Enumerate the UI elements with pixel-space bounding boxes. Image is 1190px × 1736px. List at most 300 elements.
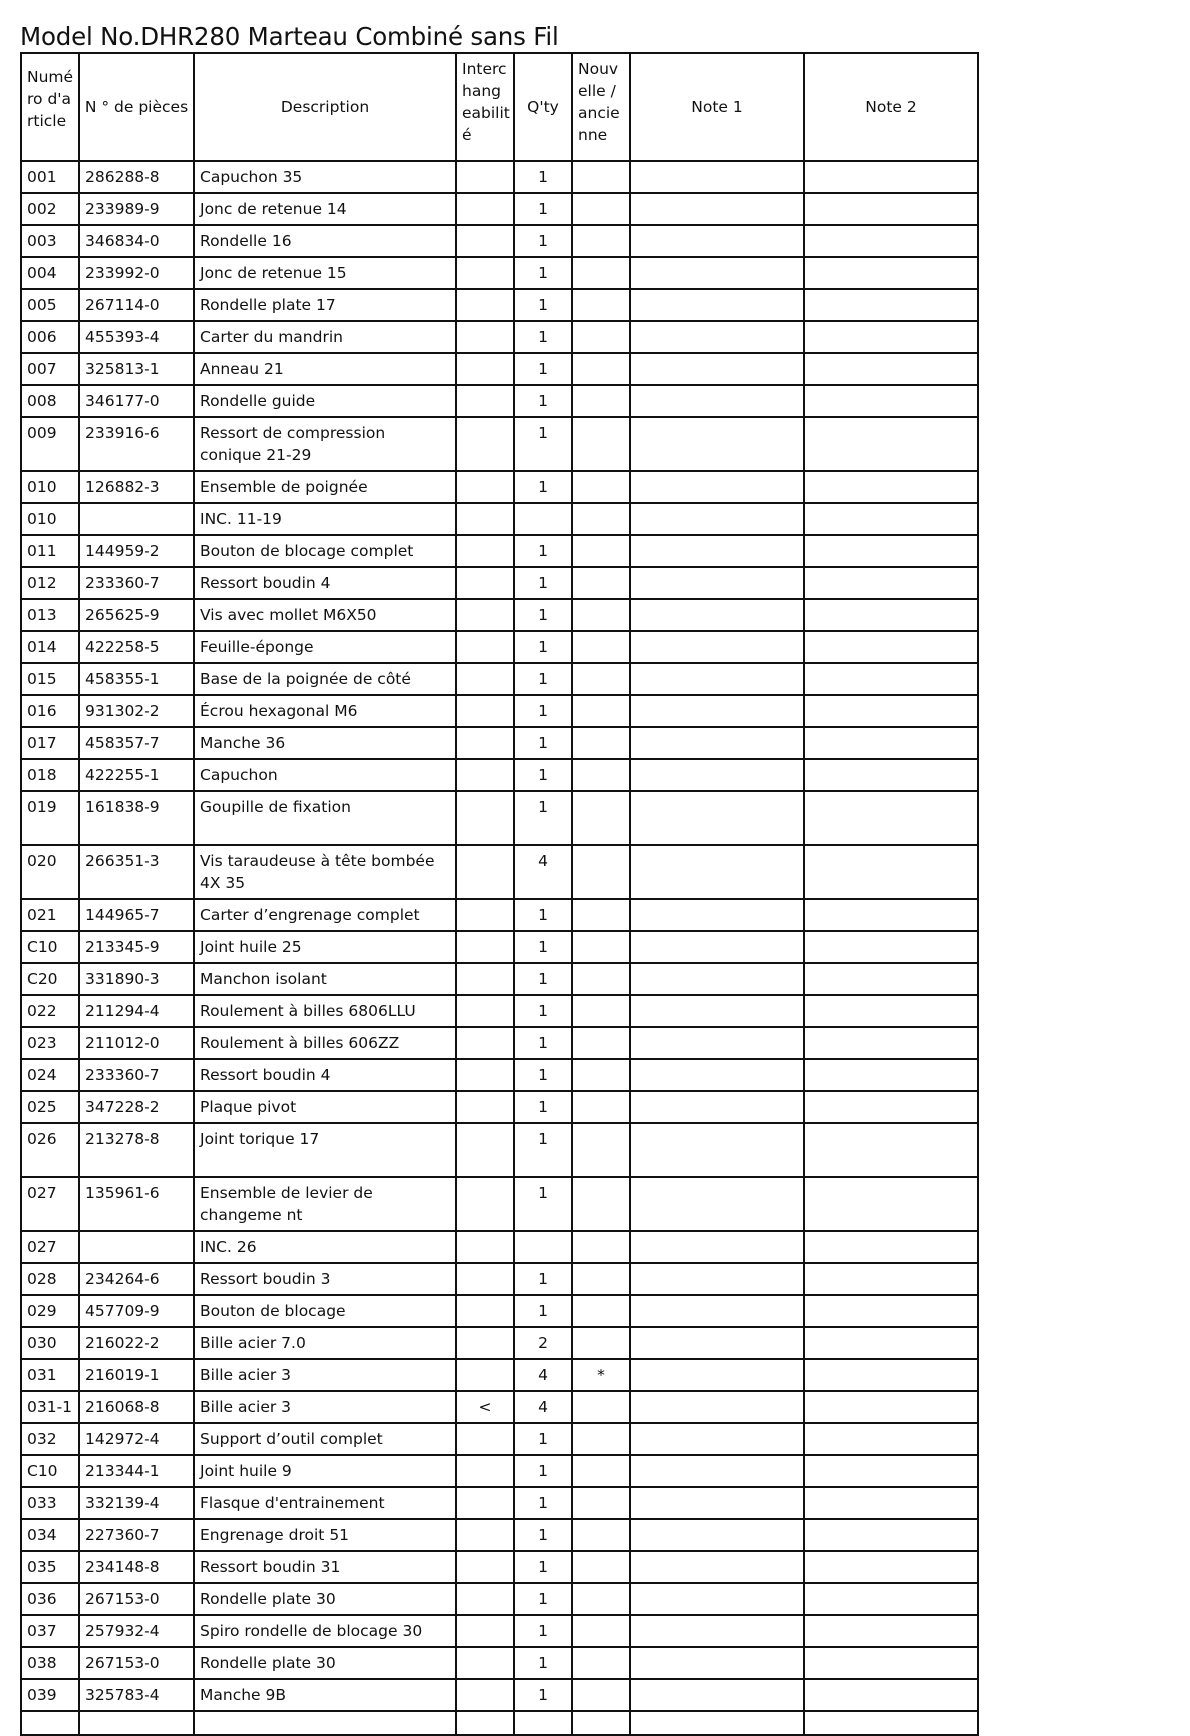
cell-part-number: 347228-2	[79, 1091, 194, 1123]
cell-part-number: 233992-0	[79, 257, 194, 289]
cell-interchangeability	[456, 1359, 514, 1391]
cell-item-number: 018	[21, 759, 79, 791]
cell-part-number: 257932-4	[79, 1615, 194, 1647]
cell-new-old	[572, 931, 630, 963]
cell-new-old	[572, 1647, 630, 1679]
cell-description: INC. 26	[194, 1231, 456, 1263]
cell-note-1	[630, 1519, 804, 1551]
cell-note-2	[804, 1615, 978, 1647]
cell-part-number: 455393-4	[79, 321, 194, 353]
cell-new-old	[572, 1487, 630, 1519]
cell-note-1	[630, 1583, 804, 1615]
cell-interchangeability	[456, 1679, 514, 1711]
cell-description: Feuille-éponge	[194, 631, 456, 663]
cell-part-number: 144965-7	[79, 899, 194, 931]
cell-note-1	[630, 663, 804, 695]
cell-note-1	[630, 321, 804, 353]
cell-interchangeability: <	[456, 1391, 514, 1423]
cell-part-number: 267114-0	[79, 289, 194, 321]
cell-new-old	[572, 1091, 630, 1123]
cell-description: Ensemble de poignée	[194, 471, 456, 503]
cell-interchangeability	[456, 759, 514, 791]
cell-note-2	[804, 1519, 978, 1551]
cell-interchangeability	[456, 289, 514, 321]
cell-new-old	[572, 1123, 630, 1177]
cell-quantity: 1	[514, 1455, 572, 1487]
cell-quantity: 1	[514, 791, 572, 845]
cell-item-number: 024	[21, 1059, 79, 1091]
empty-cell	[21, 1711, 79, 1735]
cell-quantity: 1	[514, 1027, 572, 1059]
cell-note-1	[630, 385, 804, 417]
cell-description: Engrenage droit 51	[194, 1519, 456, 1551]
cell-new-old	[572, 1027, 630, 1059]
cell-quantity: 1	[514, 385, 572, 417]
cell-interchangeability	[456, 1327, 514, 1359]
cell-note-2	[804, 1177, 978, 1231]
header-item-number: Numé ro d'a rticle	[21, 53, 79, 161]
cell-new-old: *	[572, 1359, 630, 1391]
cell-item-number: 038	[21, 1647, 79, 1679]
cell-interchangeability	[456, 257, 514, 289]
cell-interchangeability	[456, 1615, 514, 1647]
cell-interchangeability	[456, 1231, 514, 1263]
cell-note-2	[804, 1551, 978, 1583]
cell-quantity: 1	[514, 727, 572, 759]
cell-item-number: 004	[21, 257, 79, 289]
cell-note-1	[630, 417, 804, 471]
cell-description: Bille acier 3	[194, 1359, 456, 1391]
cell-note-1	[630, 471, 804, 503]
cell-note-1	[630, 1027, 804, 1059]
cell-interchangeability	[456, 503, 514, 535]
cell-note-2	[804, 1091, 978, 1123]
cell-interchangeability	[456, 321, 514, 353]
cell-quantity: 1	[514, 225, 572, 257]
table-row	[21, 1615, 978, 1647]
cell-new-old	[572, 353, 630, 385]
cell-note-2	[804, 1327, 978, 1359]
cell-interchangeability	[456, 1583, 514, 1615]
table-row	[21, 1679, 978, 1711]
header-quantity: Q'ty	[514, 53, 572, 161]
table-row	[21, 1455, 978, 1487]
parts-table-body	[21, 161, 978, 1735]
cell-item-number: 003	[21, 225, 79, 257]
cell-note-2	[804, 963, 978, 995]
cell-part-number: 216068-8	[79, 1391, 194, 1423]
table-row	[21, 1059, 978, 1091]
cell-part-number: 266351-3	[79, 845, 194, 899]
cell-new-old	[572, 225, 630, 257]
cell-part-number: 211012-0	[79, 1027, 194, 1059]
cell-interchangeability	[456, 535, 514, 567]
table-row	[21, 995, 978, 1027]
document-title: Model No.DHR280 Marteau Combiné sans Fil	[20, 22, 559, 51]
cell-item-number: 026	[21, 1123, 79, 1177]
cell-description: Ensemble de levier de changeme nt	[194, 1177, 456, 1231]
cell-item-number: 001	[21, 161, 79, 193]
cell-quantity: 1	[514, 759, 572, 791]
cell-interchangeability	[456, 1177, 514, 1231]
cell-description: Joint torique 17	[194, 1123, 456, 1177]
cell-quantity: 1	[514, 257, 572, 289]
cell-note-1	[630, 161, 804, 193]
cell-note-2	[804, 899, 978, 931]
cell-part-number: 267153-0	[79, 1583, 194, 1615]
cell-note-1	[630, 1551, 804, 1583]
table-row	[21, 1231, 978, 1263]
table-row	[21, 1123, 978, 1177]
cell-quantity: 1	[514, 663, 572, 695]
cell-new-old	[572, 1615, 630, 1647]
cell-item-number: 021	[21, 899, 79, 931]
cell-part-number: 457709-9	[79, 1295, 194, 1327]
cell-interchangeability	[456, 845, 514, 899]
cell-part-number: 233360-7	[79, 1059, 194, 1091]
empty-cell	[804, 1711, 978, 1735]
header-interchangeability: Interc hang eabilit é	[456, 53, 514, 161]
table-row	[21, 1551, 978, 1583]
cell-item-number: 009	[21, 417, 79, 471]
cell-interchangeability	[456, 567, 514, 599]
cell-description: Écrou hexagonal M6	[194, 695, 456, 727]
cell-item-number: 014	[21, 631, 79, 663]
cell-new-old	[572, 791, 630, 845]
cell-quantity	[514, 503, 572, 535]
cell-note-1	[630, 535, 804, 567]
cell-interchangeability	[456, 193, 514, 225]
cell-note-1	[630, 1123, 804, 1177]
empty-cell	[630, 1711, 804, 1735]
cell-quantity: 1	[514, 695, 572, 727]
table-row	[21, 567, 978, 599]
cell-item-number: 036	[21, 1583, 79, 1615]
cell-note-2	[804, 1679, 978, 1711]
cell-description: Flasque d'entrainement	[194, 1487, 456, 1519]
cell-interchangeability	[456, 1263, 514, 1295]
table-row	[21, 161, 978, 193]
cell-interchangeability	[456, 417, 514, 471]
header-part-number: N ° de pièces	[79, 53, 194, 161]
cell-interchangeability	[456, 1295, 514, 1327]
cell-part-number: 234264-6	[79, 1263, 194, 1295]
cell-part-number: 931302-2	[79, 695, 194, 727]
cell-part-number: 332139-4	[79, 1487, 194, 1519]
header-row	[21, 53, 978, 161]
table-row	[21, 417, 978, 471]
cell-note-2	[804, 289, 978, 321]
cell-note-2	[804, 1295, 978, 1327]
cell-quantity: 1	[514, 1295, 572, 1327]
cell-description: Ressort de compression conique 21-29	[194, 417, 456, 471]
cell-description: Carter d’engrenage complet	[194, 899, 456, 931]
cell-interchangeability	[456, 471, 514, 503]
cell-item-number: 034	[21, 1519, 79, 1551]
cell-part-number: 267153-0	[79, 1647, 194, 1679]
cell-interchangeability	[456, 899, 514, 931]
table-row	[21, 321, 978, 353]
cell-item-number: 032	[21, 1423, 79, 1455]
cell-description: Manche 9B	[194, 1679, 456, 1711]
cell-note-2	[804, 161, 978, 193]
cell-quantity: 1	[514, 631, 572, 663]
header-new-old: Nouv elle / ancie nne	[572, 53, 630, 161]
cell-quantity: 1	[514, 1647, 572, 1679]
cell-interchangeability	[456, 995, 514, 1027]
cell-note-2	[804, 695, 978, 727]
cell-quantity: 1	[514, 963, 572, 995]
cell-new-old	[572, 1391, 630, 1423]
cell-note-2	[804, 257, 978, 289]
cell-note-1	[630, 963, 804, 995]
cell-quantity: 1	[514, 1487, 572, 1519]
table-row	[21, 899, 978, 931]
table-row	[21, 535, 978, 567]
cell-new-old	[572, 1455, 630, 1487]
cell-note-1	[630, 1327, 804, 1359]
cell-part-number: 265625-9	[79, 599, 194, 631]
cell-note-2	[804, 845, 978, 899]
cell-item-number: C10	[21, 931, 79, 963]
cell-new-old	[572, 417, 630, 471]
cell-new-old	[572, 1059, 630, 1091]
cell-description: Manchon isolant	[194, 963, 456, 995]
cell-interchangeability	[456, 1091, 514, 1123]
cell-interchangeability	[456, 1455, 514, 1487]
cell-part-number: 142972-4	[79, 1423, 194, 1455]
cell-quantity: 1	[514, 1679, 572, 1711]
cell-new-old	[572, 1177, 630, 1231]
cell-description: Plaque pivot	[194, 1091, 456, 1123]
cell-part-number: 213345-9	[79, 931, 194, 963]
cell-note-2	[804, 663, 978, 695]
cell-quantity: 1	[514, 567, 572, 599]
cell-note-2	[804, 417, 978, 471]
cell-item-number: 035	[21, 1551, 79, 1583]
cell-item-number: 030	[21, 1327, 79, 1359]
cell-new-old	[572, 471, 630, 503]
cell-interchangeability	[456, 631, 514, 663]
cell-quantity: 4	[514, 1359, 572, 1391]
cell-new-old	[572, 385, 630, 417]
cell-new-old	[572, 1679, 630, 1711]
cell-new-old	[572, 503, 630, 535]
cell-interchangeability	[456, 1487, 514, 1519]
cell-note-1	[630, 1177, 804, 1231]
table-row	[21, 759, 978, 791]
cell-part-number: 422258-5	[79, 631, 194, 663]
cell-new-old	[572, 1231, 630, 1263]
parts-table	[20, 52, 979, 1736]
cell-description: Rondelle plate 30	[194, 1583, 456, 1615]
table-row	[21, 791, 978, 845]
empty-cell	[79, 1711, 194, 1735]
cell-new-old	[572, 899, 630, 931]
cell-part-number: 234148-8	[79, 1551, 194, 1583]
cell-item-number: 006	[21, 321, 79, 353]
cell-part-number: 227360-7	[79, 1519, 194, 1551]
cell-description: Bouton de blocage complet	[194, 535, 456, 567]
cell-new-old	[572, 1295, 630, 1327]
cell-quantity: 4	[514, 1391, 572, 1423]
cell-note-1	[630, 791, 804, 845]
cell-interchangeability	[456, 599, 514, 631]
cell-description: Joint huile 25	[194, 931, 456, 963]
cell-note-2	[804, 1455, 978, 1487]
cell-new-old	[572, 567, 630, 599]
cell-new-old	[572, 759, 630, 791]
cell-new-old	[572, 535, 630, 567]
table-row-continuation	[21, 1711, 978, 1735]
cell-new-old	[572, 995, 630, 1027]
cell-note-1	[630, 1423, 804, 1455]
cell-item-number: 031-1	[21, 1391, 79, 1423]
cell-note-2	[804, 1487, 978, 1519]
cell-quantity: 1	[514, 1423, 572, 1455]
cell-note-1	[630, 1059, 804, 1091]
cell-description: Rondelle guide	[194, 385, 456, 417]
cell-new-old	[572, 289, 630, 321]
empty-cell	[514, 1711, 572, 1735]
cell-note-2	[804, 353, 978, 385]
table-row	[21, 1359, 978, 1391]
cell-part-number: 325813-1	[79, 353, 194, 385]
cell-part-number: 135961-6	[79, 1177, 194, 1231]
cell-item-number: 025	[21, 1091, 79, 1123]
cell-new-old	[572, 257, 630, 289]
cell-interchangeability	[456, 1647, 514, 1679]
cell-item-number: 011	[21, 535, 79, 567]
cell-description: Rondelle plate 17	[194, 289, 456, 321]
cell-note-1	[630, 1231, 804, 1263]
cell-item-number: 037	[21, 1615, 79, 1647]
cell-description: Spiro rondelle de blocage 30	[194, 1615, 456, 1647]
cell-item-number: 013	[21, 599, 79, 631]
cell-new-old	[572, 1551, 630, 1583]
cell-note-1	[630, 995, 804, 1027]
cell-part-number: 286288-8	[79, 161, 194, 193]
cell-quantity: 1	[514, 471, 572, 503]
header-note-1: Note 1	[630, 53, 804, 161]
cell-note-2	[804, 931, 978, 963]
cell-part-number: 346834-0	[79, 225, 194, 257]
cell-quantity: 1	[514, 535, 572, 567]
table-row	[21, 599, 978, 631]
cell-quantity: 1	[514, 1123, 572, 1177]
cell-interchangeability	[456, 695, 514, 727]
cell-interchangeability	[456, 1123, 514, 1177]
cell-item-number: 012	[21, 567, 79, 599]
cell-quantity: 1	[514, 321, 572, 353]
table-row	[21, 695, 978, 727]
table-row	[21, 1327, 978, 1359]
cell-description: Manche 36	[194, 727, 456, 759]
cell-new-old	[572, 695, 630, 727]
cell-quantity: 1	[514, 1583, 572, 1615]
cell-note-1	[630, 1615, 804, 1647]
cell-part-number: 422255-1	[79, 759, 194, 791]
cell-description: Capuchon 35	[194, 161, 456, 193]
cell-part-number: 233916-6	[79, 417, 194, 471]
cell-note-2	[804, 1263, 978, 1295]
cell-note-1	[630, 931, 804, 963]
cell-note-1	[630, 845, 804, 899]
cell-interchangeability	[456, 161, 514, 193]
cell-interchangeability	[456, 931, 514, 963]
cell-description: Bille acier 7.0	[194, 1327, 456, 1359]
cell-note-2	[804, 1583, 978, 1615]
cell-new-old	[572, 1583, 630, 1615]
cell-description: Joint huile 9	[194, 1455, 456, 1487]
table-row	[21, 385, 978, 417]
cell-note-1	[630, 257, 804, 289]
cell-new-old	[572, 161, 630, 193]
cell-interchangeability	[456, 727, 514, 759]
cell-new-old	[572, 1423, 630, 1455]
cell-item-number: 008	[21, 385, 79, 417]
cell-quantity: 1	[514, 995, 572, 1027]
cell-item-number: 019	[21, 791, 79, 845]
cell-note-2	[804, 193, 978, 225]
cell-quantity: 2	[514, 1327, 572, 1359]
table-row	[21, 663, 978, 695]
cell-note-1	[630, 1295, 804, 1327]
cell-quantity: 1	[514, 599, 572, 631]
cell-note-2	[804, 225, 978, 257]
cell-note-2	[804, 599, 978, 631]
cell-interchangeability	[456, 1519, 514, 1551]
cell-item-number: 039	[21, 1679, 79, 1711]
cell-item-number: 022	[21, 995, 79, 1027]
cell-part-number: 346177-0	[79, 385, 194, 417]
cell-item-number: 028	[21, 1263, 79, 1295]
table-row	[21, 1027, 978, 1059]
cell-part-number	[79, 1231, 194, 1263]
cell-description: Support d’outil complet	[194, 1423, 456, 1455]
cell-part-number: 144959-2	[79, 535, 194, 567]
cell-item-number: 002	[21, 193, 79, 225]
cell-note-1	[630, 1679, 804, 1711]
cell-item-number: 016	[21, 695, 79, 727]
table-row	[21, 963, 978, 995]
table-row	[21, 727, 978, 759]
cell-quantity: 1	[514, 1177, 572, 1231]
cell-note-2	[804, 1123, 978, 1177]
cell-note-1	[630, 1487, 804, 1519]
cell-quantity: 4	[514, 845, 572, 899]
cell-new-old	[572, 631, 630, 663]
empty-cell	[572, 1711, 630, 1735]
cell-item-number: 010	[21, 503, 79, 535]
cell-note-2	[804, 1059, 978, 1091]
cell-part-number: 233360-7	[79, 567, 194, 599]
cell-part-number: 126882-3	[79, 471, 194, 503]
cell-note-2	[804, 759, 978, 791]
cell-interchangeability	[456, 1059, 514, 1091]
cell-note-1	[630, 631, 804, 663]
table-row	[21, 931, 978, 963]
cell-quantity: 1	[514, 1519, 572, 1551]
cell-description: Rondelle 16	[194, 225, 456, 257]
cell-quantity: 1	[514, 1091, 572, 1123]
table-row	[21, 1583, 978, 1615]
cell-item-number: 029	[21, 1295, 79, 1327]
cell-quantity: 1	[514, 161, 572, 193]
cell-description: Carter du mandrin	[194, 321, 456, 353]
cell-new-old	[572, 599, 630, 631]
cell-description: Jonc de retenue 14	[194, 193, 456, 225]
